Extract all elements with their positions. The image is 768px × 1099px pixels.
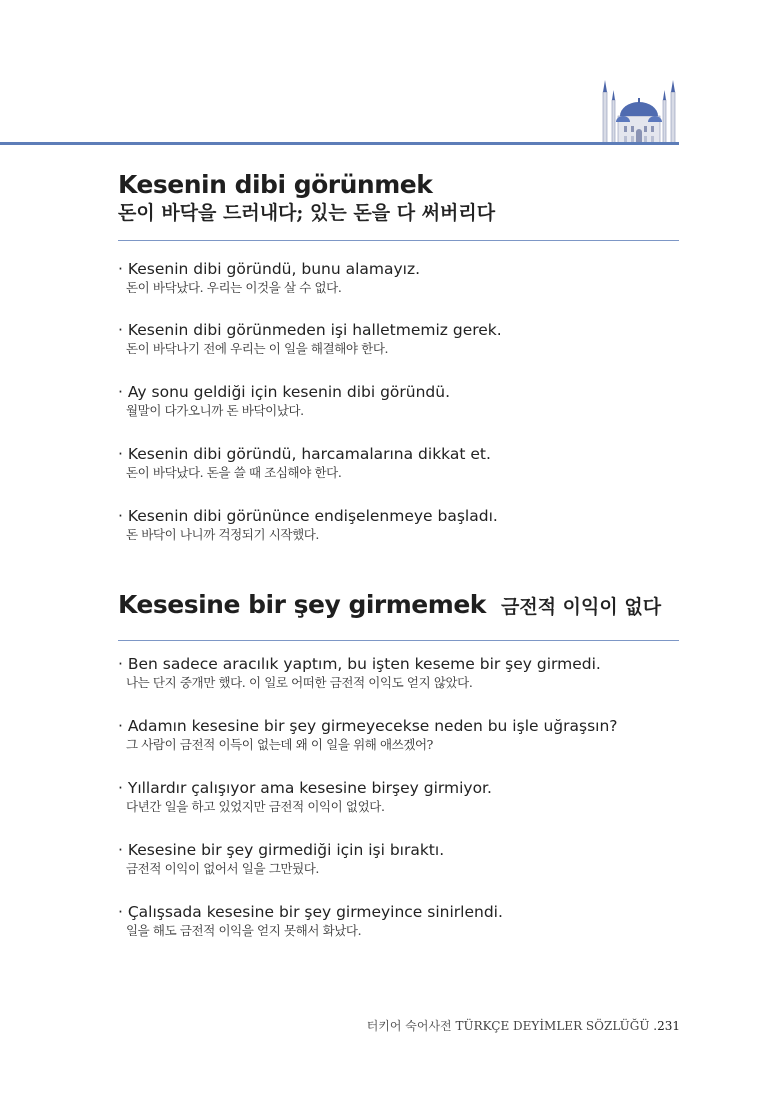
example-korean: 돈이 바닥났다. 돈을 쓸 때 조심해야 한다. [126,465,342,480]
example-korean: 금전적 이익이 없어서 일을 그만뒀다. [126,861,319,876]
example-turkish: · Yıllardır çalışıyor ama kesesine birşey girmiyor. [118,779,492,797]
example-item [118,716,679,753]
idiom-section [118,170,679,543]
section-divider [118,640,679,641]
example-korean: 나는 단지 중개만 했다. 이 일로 어떠한 금전적 이익도 얻지 않았다. [126,675,473,690]
example-item [118,902,679,939]
example-turkish: · Kesesine bir şey girmediği için işi bıraktı. [118,841,445,859]
example-korean: 일을 해도 금전적 이익을 얻지 못해서 화났다. [126,923,362,938]
example-korean: 돈 바닥이 나니까 걱정되기 시작했다. [126,527,319,542]
idiom-section [118,590,679,939]
idiom-title: Kesenin dibi görünmek [118,170,433,199]
example-item [118,506,679,543]
example-turkish: · Ben sadece aracılık yaptım, bu işten keseme bir şey girmedi. [118,655,601,673]
example-item [118,320,679,357]
example-turkish: · Kesenin dibi görününce endişelenmeye başladı. [118,507,498,525]
page-footer [367,1017,680,1034]
example-item [118,259,679,296]
example-turkish: · Ay sonu geldiği için kesenin dibi göründü. [118,383,451,401]
example-item [118,382,679,419]
example-korean: 그 사람이 금전적 이득이 없는데 왜 이 일을 위해 애쓰겠어? [126,737,433,752]
example-korean: 다년간 일을 하고 있었지만 금전적 이익이 없었다. [126,799,385,814]
example-item [118,840,679,877]
example-turkish: · Kesenin dibi göründü, harcamalarına dikkat et. [118,445,491,463]
idiom-title: Kesesine bir şey girmemek [118,590,486,619]
example-item [118,654,679,691]
page-number: .231 [653,1019,680,1033]
mosque-icon [598,78,680,144]
example-turkish: · Çalışsada kesesine bir şey girmeyince sinirlendi. [118,903,503,921]
example-korean: 월말이 다가오니까 돈 바닥이났다. [126,403,304,418]
example-item [118,778,679,815]
header-rule [0,142,679,145]
section-divider [118,240,679,241]
example-korean: 돈이 바닥나기 전에 우리는 이 일을 해결해야 한다. [126,341,389,356]
idiom-meaning: 돈이 바닥을 드러내다; 있는 돈을 다 써버리다 [118,202,496,224]
example-turkish: · Kesenin dibi görünmeden işi halletmemiz gerek. [118,321,502,339]
book-title: 터키어 숙어사전 TÜRKÇE DEYİMLER SÖZLÜĞÜ [366,1019,650,1033]
example-korean: 돈이 바닥났다. 우리는 이것을 살 수 없다. [126,280,342,295]
example-item [118,444,679,481]
example-turkish: · Adamın kesesine bir şey girmeyecekse neden bu işle uğraşsın? [118,717,618,735]
example-turkish: · Kesenin dibi göründü, bunu alamayız. [118,260,421,278]
idiom-meaning: 금전적 이익이 없다 [501,596,662,618]
